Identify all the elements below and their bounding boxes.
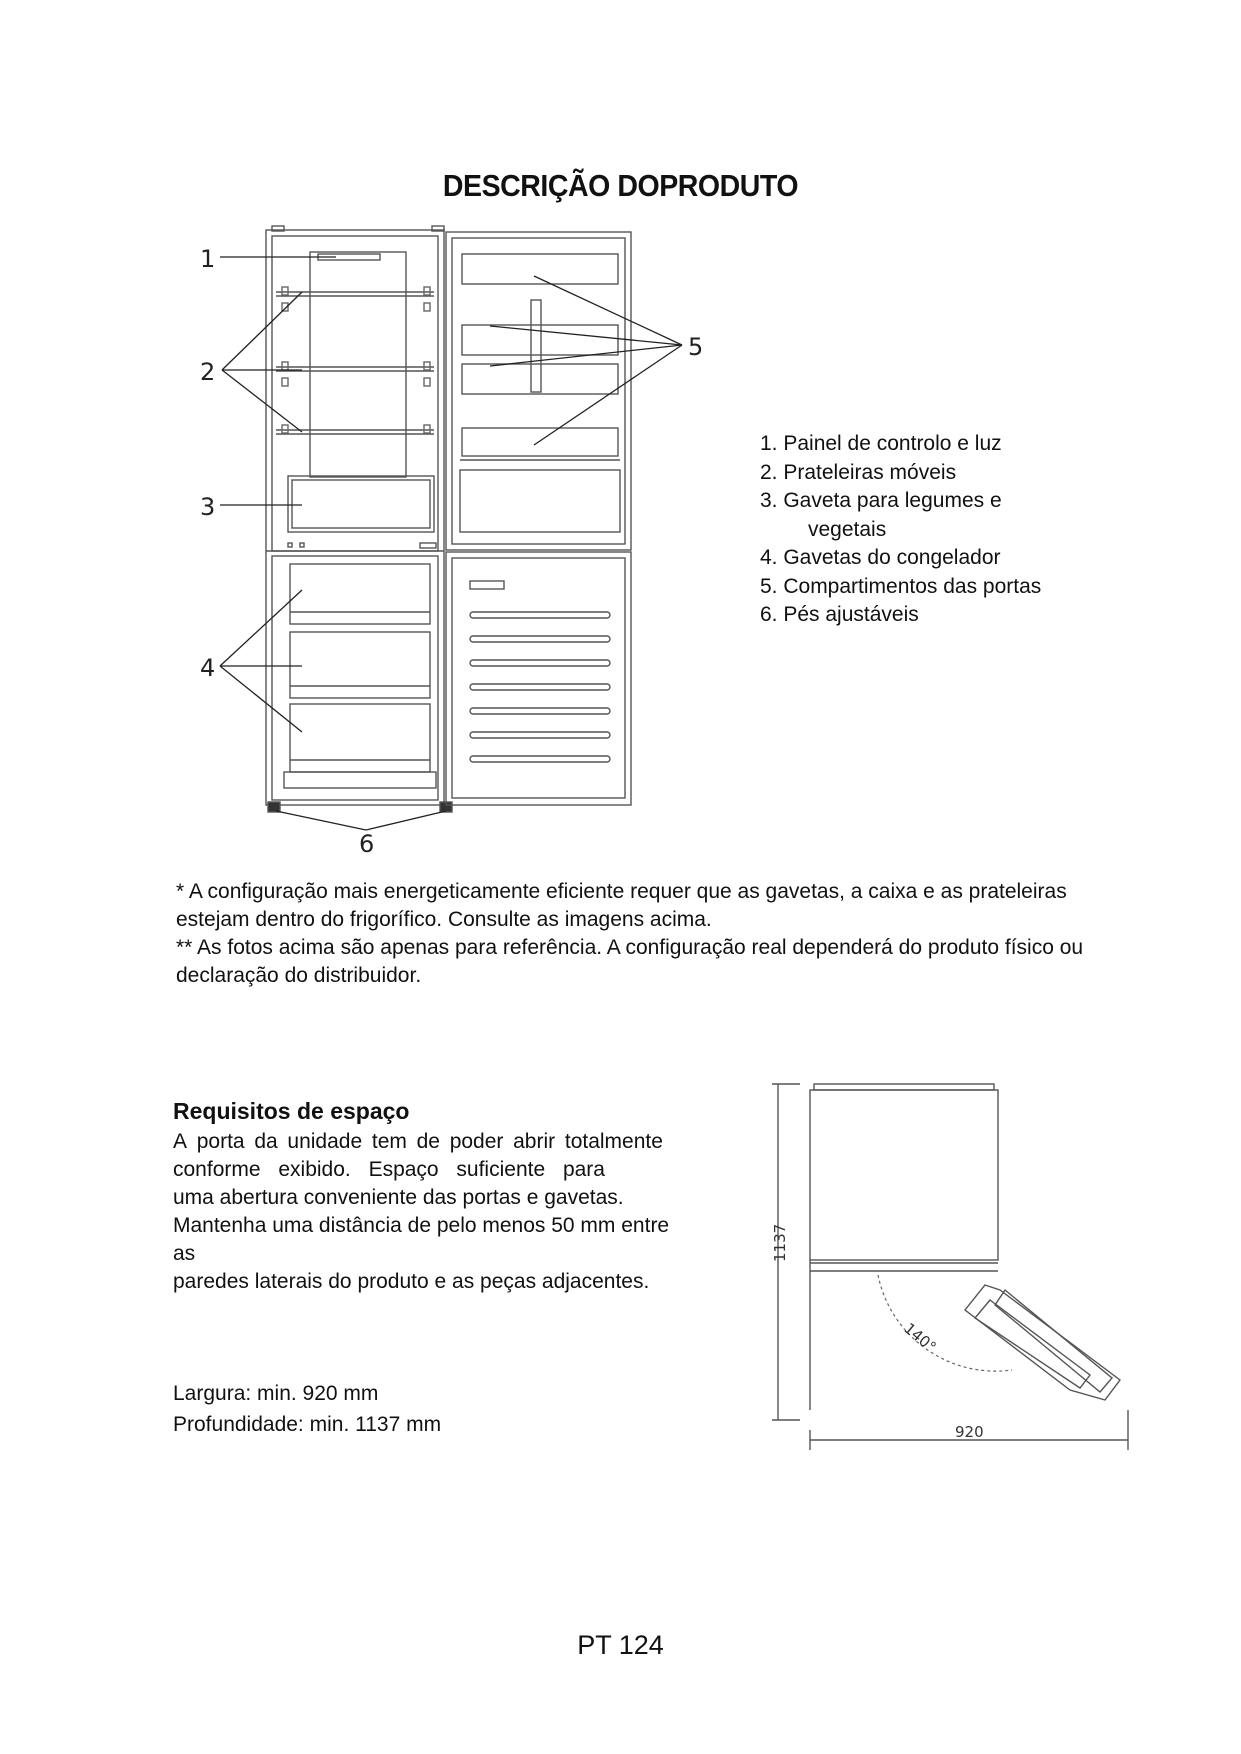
width-requirement: Largura: min. 920 mm — [173, 1382, 379, 1405]
space-text — [173, 1128, 693, 1296]
legend-item: 4. Gavetas do congelador — [760, 546, 1001, 569]
cabinet-left-outline — [266, 230, 444, 805]
bottle-rack — [531, 300, 541, 392]
dimension-requirements — [173, 1378, 441, 1440]
door-bin-3 — [462, 364, 618, 394]
space-diagram — [772, 1084, 1128, 1450]
space-line-4: Mantenha uma distância de pelo menos 50 mm entre as — [173, 1214, 670, 1265]
word: conforme — [173, 1158, 261, 1181]
legend-item: 3. Gaveta para legumes e — [760, 489, 1002, 512]
callout-2: 2 — [200, 358, 216, 386]
freezer-drawer-2 — [290, 632, 430, 698]
word: para — [562, 1158, 605, 1181]
fridge-compartment — [272, 236, 438, 551]
callout-3: 3 — [200, 493, 216, 521]
space-heading: Requisitos de espaço — [173, 1098, 410, 1124]
notes — [176, 878, 1096, 990]
freezer-door — [446, 552, 631, 805]
door-bin-2 — [462, 325, 618, 355]
space-line-2 — [173, 1156, 605, 1184]
freezer-drawer-3 — [290, 704, 430, 772]
note-line: declaração do distribuidor. — [176, 964, 422, 987]
word: da — [254, 1130, 278, 1153]
door-swing-arc — [878, 1275, 1012, 1371]
fridge-door — [446, 232, 631, 550]
legend-item: 5. Compartimentos das portas — [760, 574, 1042, 598]
unit-top-view — [810, 1090, 998, 1260]
depth-requirement: Profundidade: min. 1137 mm — [173, 1413, 442, 1436]
callout-4: 4 — [200, 654, 216, 682]
door-bin-5 — [460, 470, 620, 532]
note-line: ** As fotos acima são apenas para referência. A configuração real dependerá do produto físico ou — [176, 936, 1084, 959]
word: poder — [449, 1130, 504, 1153]
page-title: DESCRIÇÃO DOPRODUTO — [442, 168, 799, 203]
legend-list — [760, 430, 1041, 630]
callout-5: 5 — [688, 333, 704, 361]
word: A — [173, 1130, 188, 1153]
rear-panel — [310, 252, 406, 477]
freezer-drawer-1 — [290, 564, 430, 624]
word: suficiente — [456, 1158, 546, 1181]
note-line: estejam dentro do frigorífico. Consulte as imagens acima. — [176, 908, 712, 931]
word: exibido. — [278, 1158, 351, 1181]
angle-label: 140° — [900, 1319, 940, 1357]
legend-item: 6. Pés ajustáveis — [760, 603, 919, 626]
word: unidade — [287, 1130, 363, 1153]
word: Espaço — [368, 1158, 439, 1181]
crisper-drawer — [288, 476, 434, 532]
word: totalmente — [564, 1130, 663, 1153]
legend-item: vegetais — [808, 517, 887, 541]
width-dimension-label: 920 — [955, 1423, 984, 1441]
legend-item: 1. Painel de controlo e luz — [760, 432, 1002, 455]
space-line-3: uma abertura conveniente das portas e gavetas. — [173, 1186, 624, 1209]
callout-1: 1 — [200, 245, 216, 273]
freezer-compartment — [272, 556, 438, 800]
word: de — [416, 1130, 440, 1153]
space-line-5: paredes laterais do produto e as peças adjacentes. — [173, 1270, 650, 1293]
page-number: PT 124 — [577, 1630, 664, 1660]
space-line-1 — [173, 1128, 663, 1156]
door-bin-4 — [462, 428, 618, 456]
foot-left — [268, 802, 280, 812]
word: tem — [371, 1130, 407, 1153]
legend-item: 2. Prateleiras móveis — [760, 460, 957, 484]
note-line: * A configuração mais energeticamente eficiente requer que as gavetas, a caixa e as prateleiras — [176, 880, 1067, 903]
word: porta — [196, 1130, 245, 1153]
height-dimension-label: 1137 — [771, 1223, 789, 1262]
callout-6: 6 — [359, 830, 375, 858]
word: abrir — [513, 1130, 556, 1153]
